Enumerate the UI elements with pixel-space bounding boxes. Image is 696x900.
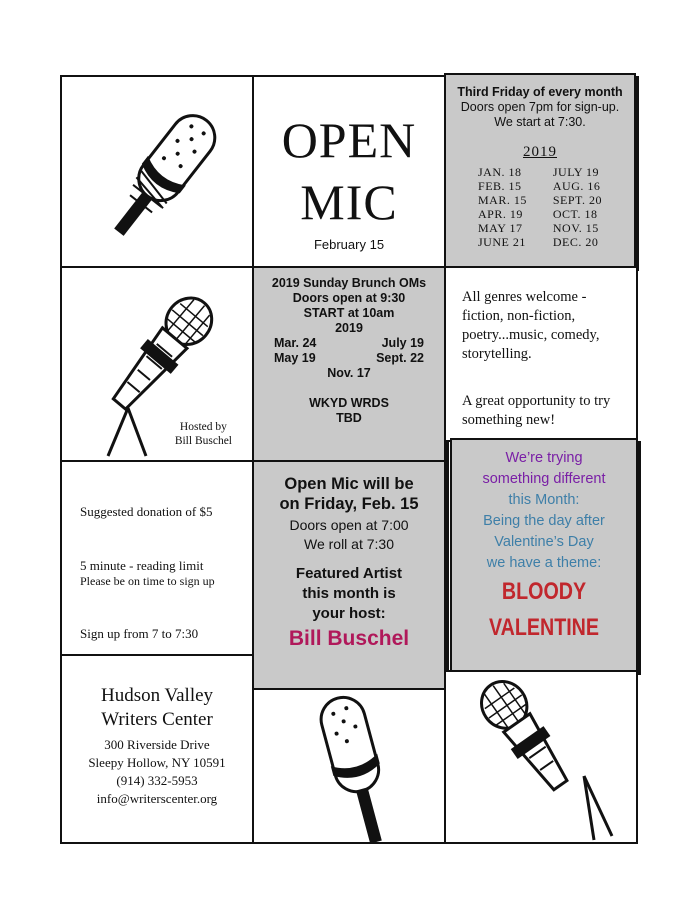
friday-line2: on Friday, Feb. 15 — [279, 495, 419, 513]
theme-valentine: VALENTINE — [488, 614, 600, 641]
brunch-schedule-panel — [252, 266, 446, 462]
theme-line4: Being the day after — [483, 513, 605, 529]
opportunity-text: A great opportunity to try something new! — [462, 393, 611, 428]
date-item: JULY 19 — [552, 165, 600, 179]
schedule-dates-right — [553, 165, 602, 249]
theme-panel — [450, 438, 638, 672]
date-item: AUG. 16 — [552, 179, 601, 193]
friday-doors: Doors open at 7:00 — [289, 517, 409, 533]
schedule-dates-left — [478, 165, 527, 249]
date-item: DEC. 20 — [552, 235, 599, 249]
theme-line1: We’re trying — [505, 450, 583, 466]
date-item: JUNE 21 — [478, 235, 526, 249]
center-name-line2: Writers Center — [101, 709, 213, 730]
date-item: SEPT. 20 — [552, 193, 602, 207]
genres-panel — [444, 266, 638, 442]
ribbon-microphone-icon — [82, 97, 242, 257]
featured-line3: your host: — [312, 605, 386, 622]
title-open: OPEN — [281, 112, 417, 168]
title-date: February 15 — [313, 237, 385, 252]
date-item: APR. 19 — [478, 207, 523, 221]
brunch-doors: Doors open at 9:30 — [292, 291, 406, 305]
on-time-text: Please be on time to sign up — [80, 574, 215, 588]
writers-center-panel — [60, 654, 254, 844]
schedule-doors: Doors open 7pm for sign-up. — [460, 100, 620, 114]
donation-text: Suggested donation of $5 — [80, 504, 213, 519]
brunch-dates — [274, 336, 424, 366]
date-item: May 19 — [274, 351, 316, 365]
center-address: 300 Riverside Drive — [104, 737, 210, 752]
date-item: Mar. 24 — [274, 336, 317, 350]
hosted-by-name: Bill Buschel — [174, 435, 232, 447]
hosted-by — [175, 420, 232, 448]
featured-host-name: Bill Buschel — [288, 627, 410, 650]
donation-panel — [60, 460, 254, 656]
brunch-tbd: TBD — [336, 411, 362, 425]
center-email: info@writerscenter.org — [96, 791, 218, 806]
brunch-wkyd: WKYD WRDS — [309, 396, 389, 410]
schedule-dates — [446, 165, 634, 249]
title-mic: MIC — [300, 174, 398, 230]
mic-illustration-panel-1 — [60, 75, 254, 268]
friday-feature-panel — [252, 460, 446, 690]
friday-line1: Open Mic will be — [284, 475, 414, 493]
reading-limit-text: 5 minute - reading limit — [80, 558, 204, 573]
schedule-heading: Third Friday of every month — [457, 85, 623, 99]
title-panel — [252, 75, 446, 268]
featured-line1: Featured Artist — [295, 565, 403, 582]
schedule-year: 2019 — [523, 144, 557, 160]
hosted-by-label: Hosted by — [179, 421, 227, 433]
brunch-last-date: Nov. 17 — [327, 366, 371, 380]
monthly-schedule-panel — [444, 73, 636, 268]
mic-illustration-panel-3 — [252, 688, 446, 844]
mic-illustration-panel-2 — [60, 266, 254, 462]
date-item: FEB. 15 — [478, 179, 522, 193]
center-city: Sleepy Hollow, NY 10591 — [88, 755, 226, 770]
genres-text: All genres welcome - fiction, non-fiction, poetry...music, comedy, storytelling. — [462, 289, 600, 362]
date-item: July 19 — [381, 336, 424, 350]
friday-roll: We roll at 7:30 — [303, 536, 394, 552]
date-item: Sept. 22 — [376, 351, 424, 365]
date-item: MAR. 15 — [478, 193, 527, 207]
brunch-year: 2019 — [335, 321, 363, 335]
theme-line6: we have a theme: — [486, 555, 602, 571]
center-name-line1: Hudson Valley — [100, 685, 214, 706]
brunch-start: START at 10am — [303, 306, 395, 320]
theme-bloody: BLOODY — [501, 578, 587, 605]
theme-line2: something different — [482, 471, 606, 487]
signup-text: Sign up from 7 to 7:30 — [80, 626, 199, 641]
featured-line2: this month is — [302, 585, 396, 602]
date-item: NOV. 15 — [552, 221, 599, 235]
theme-line3: this Month: — [508, 492, 580, 508]
brunch-heading: 2019 Sunday Brunch OMs — [271, 276, 427, 290]
schedule-start: We start at 7:30. — [494, 115, 586, 129]
handheld-microphone-icon — [466, 676, 626, 842]
theme-line5: Valentine’s Day — [494, 534, 594, 550]
date-item: MAY 17 — [478, 221, 523, 235]
date-item: JAN. 18 — [478, 165, 522, 179]
date-item: OCT. 18 — [552, 207, 598, 221]
center-phone: (914) 332-5953 — [116, 773, 198, 788]
mic-illustration-panel-4 — [444, 670, 638, 844]
ribbon-microphone-icon — [294, 690, 414, 845]
